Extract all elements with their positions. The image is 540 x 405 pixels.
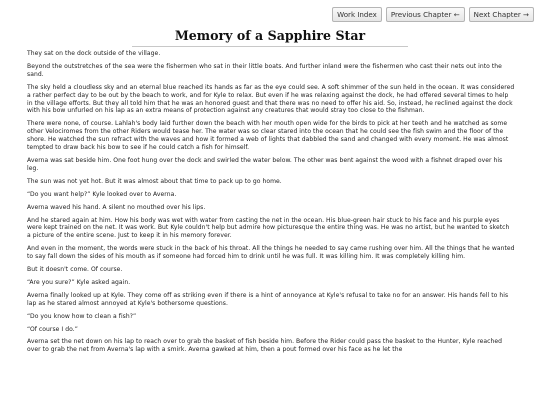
story-paragraph: “Are you sure?” Kyle asked again. bbox=[27, 278, 131, 286]
story-paragraph: The sun was not yet hot. But it was almost about that time to pack up to go home. bbox=[27, 177, 282, 185]
story-paragraph: “Do you want help?” Kyle looked over to Averna. bbox=[27, 190, 177, 198]
story-paragraph: Averna set the net down on his lap to reach over to grab the basket of fish beside him. Before the Rider could pass the basket to the Hunter, Kyle reached over to grab the net from Averna's lap with a smirk. Averna gawked at him, then a pout formed over his face as he let the bbox=[27, 338, 503, 354]
story-paragraph: There were none, of course. Lahlah's body laid further down the beach with her mouth open wide for the birds to pick at her teeth and he watched as some other Velociromes from the other Riders would tease her. The water was so clear stared into the ocean that he could see the fish swim and the floor of the shore. He watched the sun refract with the waves and how it formed a web of lights that dabbled the sand and changed with every moment. He was almost tempted to draw back his bow to see if he could catch a fish for himself. bbox=[27, 120, 509, 152]
work-index-button[interactable]: Work Index bbox=[332, 7, 382, 22]
story-paragraph: And even in the moment, the words were stuck in the back of his throat. All the things he needed to say came rushing over him. All the things that he wanted to say fall down the sides of his mouth as if someone had forced him to drink until he was full. It was killing him. It was completely killing him. bbox=[27, 245, 515, 261]
story-paragraph: Beyond the outstretches of the sea were the fishermen who sat in their little boats. And further inland were the fishermen who cast their nets out into the sand. bbox=[27, 62, 502, 78]
next-chapter-button[interactable]: Next Chapter → bbox=[469, 7, 534, 22]
story-paragraph: “Do you know how to clean a fish?” bbox=[27, 312, 137, 320]
story-paragraph: “Of course I do.” bbox=[27, 325, 78, 333]
chapter-title: Memory of a Sapphire Star bbox=[174, 28, 366, 43]
story-paragraph: Averna finally looked up at Kyle. They come off as striking even if there is a hint of annoyance at Kyle's refusal to take no for an answer. His hands fell to his lap as he stared almost annoyed at Kyle's bothersome questions. bbox=[27, 291, 509, 307]
story-paragraph: Averna was sat beside him. One foot hung over the dock and swirled the water below. The other was bent against the wood with a fishnet draped over his leg. bbox=[27, 156, 503, 172]
story-paragraph: And he stared again at him. How his body was wet with water from casting the net in the ocean. His blue-green hair stuck to his face and his purple eyes were kept trained on the net. It was work. But Kyle couldn't help but admire how picturesque the entire thing was. He was no artist, but he wanted to sketch a picture of the entire scene. Just to keep it in his memory forever. bbox=[27, 216, 510, 240]
chapter-text bbox=[27, 50, 515, 359]
title-divider bbox=[132, 46, 408, 47]
story-paragraph: Averna waved his hand. A silent no mouthed over his lips. bbox=[27, 203, 206, 211]
story-paragraph: They sat on the dock outside of the village. bbox=[27, 50, 161, 57]
story-paragraph: The sky held a cloudless sky and an eternal blue reached its hands as far as the eye could see. A soft shimmer of the sun held in the ocean. It was considered a rather perfect day to be out by the beach to work, and for Kyle to relax. But even if he was relaxing against the dock, he had offered several times to help in the village efforts. But they all told him that he was an honored guest and that there was no need to offer his aid. So, instead, he reclined against the dock with his bow unfurled on his lap as an extra means of protection against any creatures that would stray too close to the fishman. bbox=[27, 83, 515, 115]
previous-chapter-button[interactable]: Previous Chapter ← bbox=[386, 7, 465, 22]
chapter-navigation bbox=[332, 7, 534, 22]
story-paragraph: But it doesn't come. Of course. bbox=[27, 266, 123, 274]
